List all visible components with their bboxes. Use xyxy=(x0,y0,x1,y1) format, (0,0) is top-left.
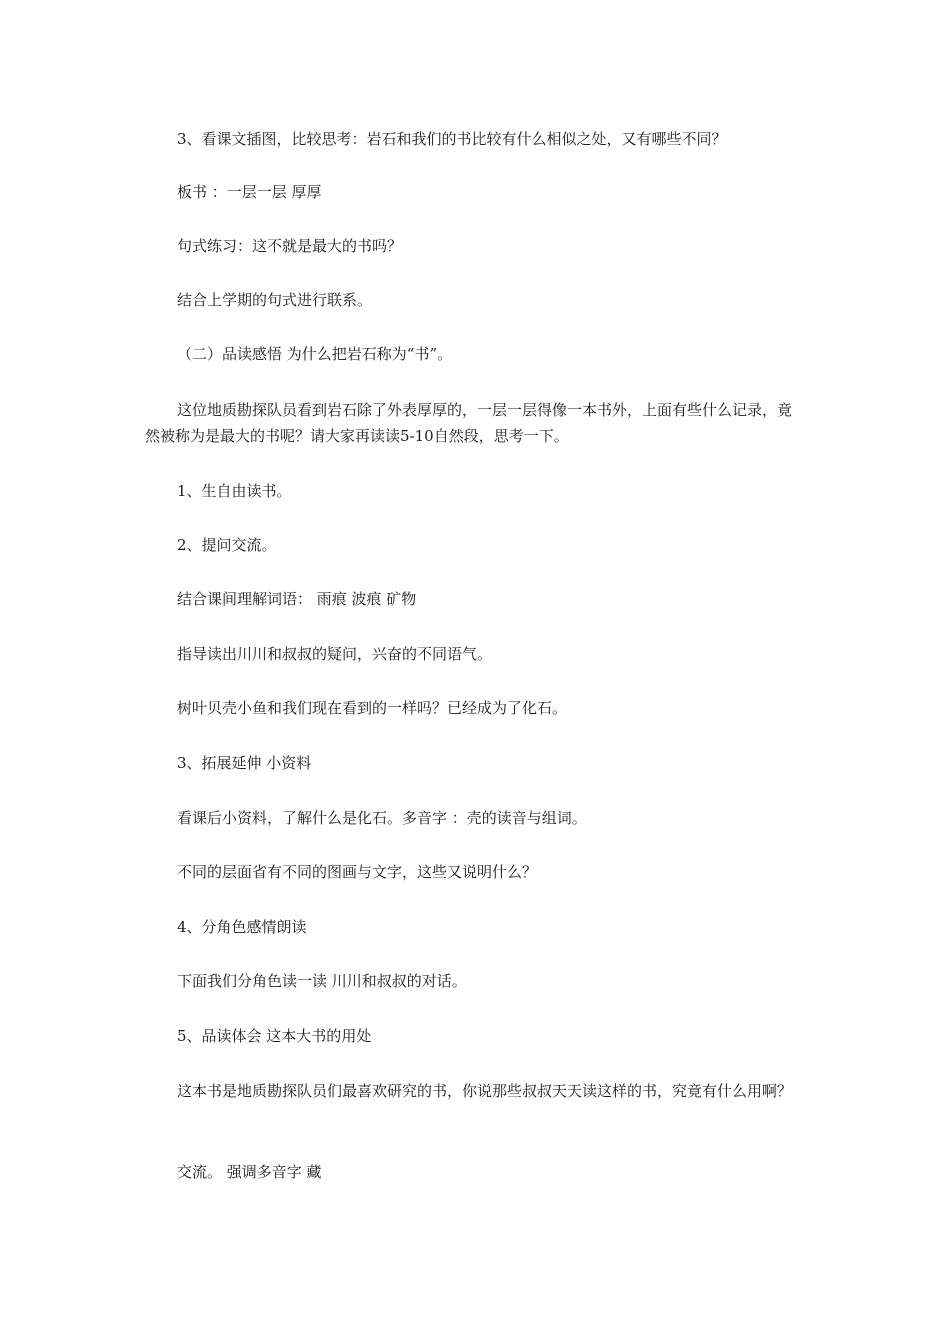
paragraph-board-writing: 板书 ：一层一层 厚厚 xyxy=(177,183,322,201)
paragraph-dialogue-reading: 下面我们分角色读一读 川川和叔叔的对话。 xyxy=(177,972,467,990)
paragraph-role-reading: 4、分角色感情朗读 xyxy=(177,918,307,936)
paragraph-link-previous: 结合上学期的句式进行联系。 xyxy=(177,291,373,309)
paragraph-geologist-intro: 这位地质勘探队员看到岩石除了外表厚厚的，一层一层得像一本书外，上面有些什么记录，竟然被称为是最大的书呢？请大家再读读5-10自然段，思考一下。 xyxy=(145,401,793,445)
paragraph-vocabulary: 结合课间理解词语： 雨痕 波痕 矿物 xyxy=(177,590,417,608)
paragraph-layers-meaning: 不同的层面省有不同的图画与文字，这些又说明什么？ xyxy=(177,863,538,881)
paragraph-fossil-info: 看课后小资料，了解什么是化石。多音字 ：壳的读音与组词。 xyxy=(177,809,587,827)
paragraph-free-reading: 1、生自由读书。 xyxy=(177,482,292,500)
paragraph-question-exchange: 2、提问交流。 xyxy=(177,536,277,554)
paragraph-sentence-practice: 句式练习：这不就是最大的书吗？ xyxy=(177,237,403,255)
paragraph-section-heading: （二）品读感悟 为什么把岩石称为“书”。 xyxy=(177,345,453,363)
paragraph-book-purpose-question: 这本书是地质勘探队员们最喜欢研究的书，你说那些叔叔天天读这样的书，究竟有什么用啊？ xyxy=(177,1082,793,1100)
paragraph-reading-tone: 指导读出川川和叔叔的疑问，兴奋的不同语气。 xyxy=(177,645,493,663)
paragraph-polyphonic-emphasis: 交流。 强调多音字 藏 xyxy=(177,1163,322,1181)
paragraph-fossil-question: 树叶贝壳小鱼和我们现在看到的一样吗？已经成为了化石。 xyxy=(177,699,568,717)
paragraph-book-usage: 5、品读体会 这本大书的用处 xyxy=(177,1027,372,1045)
paragraph-illustration-question: 3、看课文插图，比较思考：岩石和我们的书比较有什么相似之处，又有哪些不同？ xyxy=(177,130,727,148)
paragraph-extension: 3、拓展延伸 小资料 xyxy=(177,754,312,772)
